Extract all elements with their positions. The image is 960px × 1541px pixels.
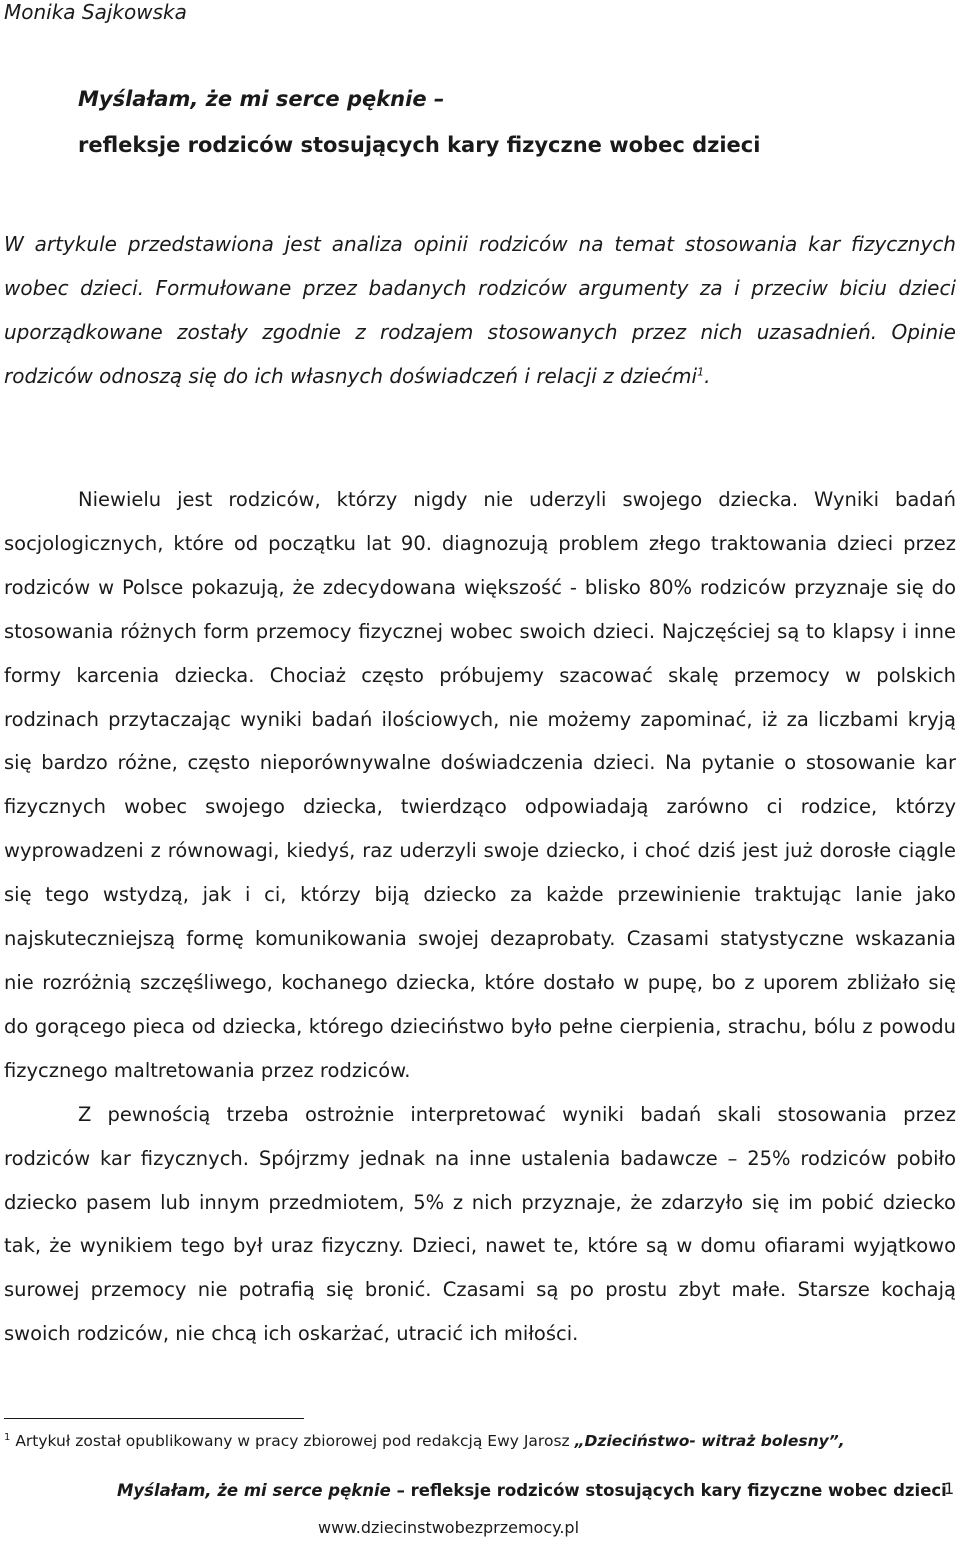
footnote-book-title: „Dzieciństwo- witraż bolesny”,: [574, 1432, 845, 1450]
footer-url[interactable]: www.dziecinstwobezprzemocy.pl: [318, 1518, 580, 1537]
body-paragraph-1: Niewielu jest rodziców, którzy nigdy nie uderzyli swojego dziecka. Wyniki badań socjologicznych, które od początku lat 90. diagnozują problem złego traktowania dzieci przez rodziców w Polsce pokazują, że zdecydowana większość - blisko 80% rodziców przyznaje się do stosowania różnych form przemocy fizycznej wobec swoich dzieci. Najczęściej są to klapsy i inne formy karcenia dziecka. Chociaż często próbujemy szacować skalę przemocy w polskich rodzinach przytaczając wyniki badań ilościowych, nie możemy zapominać, iż za liczbami kryją się bardzo różne, często nieporównywalne doświadczenia dzieci. Na pytanie o stosowanie kar fizycznych wobec swojego dziecka, twierdząco odpowiadają zarówno ci rodzice, którzy wyprowadzeni z równowagi, kiedyś, raz uderzyli swoje dziecko, i choć dziś jest już dorosłe ciągle się tego wstydzą, jak i ci, którzy biją dziecko za każde przewinienie traktując lanie jako najskuteczniejszą formę komunikowania swojej dezaprobaty. Czasami statystyczne wskazania nie rozróżnią szczęśliwego, kochanego dziecka, które dostało w pupę, bo z uporem zbliżało się do gorącego pieca od dziecka, którego dzieciństwo było pełne cierpienia, strachu, bólu z powodu fizycznego maltretowania przez rodziców.: [4, 488, 956, 1082]
page-number: 1: [944, 1479, 955, 1498]
abstract-text: W artykule przedstawiona jest analiza opinii rodziców na temat stosowania kar fizycznych wobec dzieci. Formułowane przez badanych rodziców argumenty za i przeciw biciu dzieci uporządkowane zostały zgodnie z rodzajem stosowanych przez nich uzasadnień. Opinie rodziców odnoszą się do ich własnych doświadczeń i relacji z dziećmi: [4, 232, 956, 388]
footer-title-italic: Myślałam, że mi serce pęknie: [117, 1481, 391, 1500]
article-title-line-2: refleksje rodziców stosujących kary fizyczne wobec dzieci: [78, 133, 761, 157]
footnote-divider: [4, 1418, 304, 1419]
footnote-text: Artykuł został opublikowany w pracy zbiorowej pod redakcją Ewy Jarosz: [15, 1432, 575, 1450]
running-footer-title: [117, 1481, 947, 1500]
article-title-line-1: Myślałam, że mi serce pęknie –: [78, 87, 445, 111]
footnote-reference[interactable]: 1: [697, 365, 705, 379]
abstract: [4, 222, 956, 398]
footnote: [4, 1430, 845, 1452]
abstract-end: .: [704, 364, 711, 388]
footer-title-rest: – refleksje rodziców stosujących kary fizyczne wobec dzieci: [390, 1481, 947, 1500]
body-paragraph-2: Z pewnością trzeba ostrożnie interpretować wyniki badań skali stosowania przez rodziców kar fizycznych. Spójrzmy jednak na inne ustalenia badawcze – 25% rodziców pobiło dziecko pasem lub innym przedmiotem, 5% z nich przyznaje, że zdarzyło się im pobić dziecko tak, że wynikiem tego był uraz fizyczny. Dzieci, nawet te, które są w domu ofiarami wyjątkowo surowej przemocy nie potrafią się bronić. Czasami są po prostu zbyt małe. Starsze kochają swoich rodziców, nie chcą ich oskarżać, utracić ich miłości.: [4, 1102, 956, 1346]
footnote-number: 1: [4, 1431, 11, 1443]
article-body: [4, 478, 956, 1356]
author-name: Monika Sajkowska: [4, 0, 187, 24]
